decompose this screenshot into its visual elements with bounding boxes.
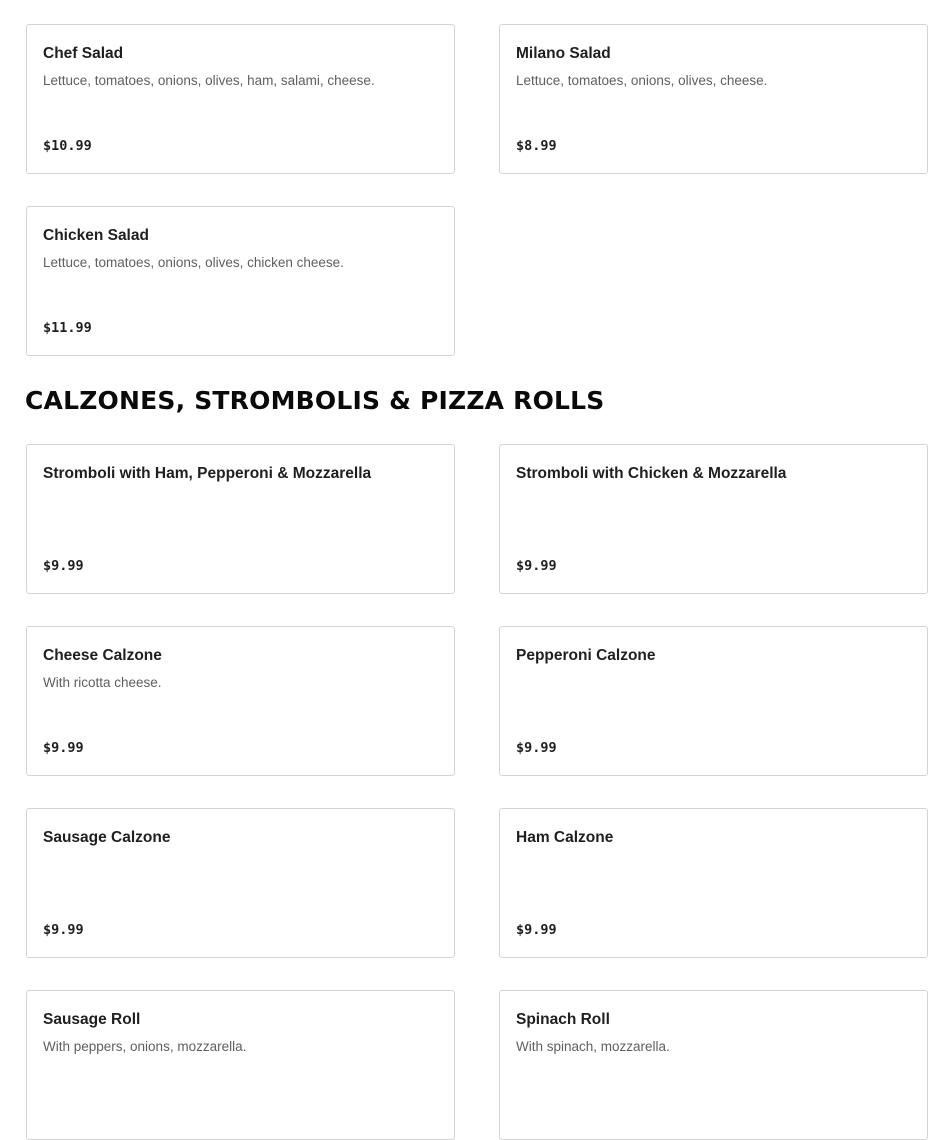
menu-item-card[interactable] bbox=[26, 990, 455, 1140]
menu-item-name: Ham Calzone bbox=[516, 829, 614, 846]
menu-item-card[interactable] bbox=[26, 24, 455, 174]
menu-item-price: $10.99 bbox=[43, 138, 92, 154]
menu-item-name: Sausage Roll bbox=[43, 1011, 141, 1028]
menu-item-name: Sausage Calzone bbox=[43, 829, 171, 846]
menu-item-card[interactable] bbox=[26, 808, 455, 958]
menu-item-price: $9.99 bbox=[43, 740, 84, 756]
menu-item-card[interactable] bbox=[499, 24, 928, 174]
menu-item-description: With spinach, mozzarella. bbox=[516, 1039, 670, 1054]
salads-menu-grid bbox=[26, 24, 928, 356]
menu-item-name: Milano Salad bbox=[516, 45, 611, 62]
section-title-calzones: CALZONES, STROMBOLIS & PIZZA ROLLS bbox=[25, 386, 605, 415]
calzones-menu-grid bbox=[26, 444, 928, 1140]
menu-item-name: Stromboli with Ham, Pepperoni & Mozzarella bbox=[43, 465, 372, 482]
menu-item-price: $9.99 bbox=[43, 558, 84, 574]
menu-item-price: $9.99 bbox=[516, 922, 557, 938]
menu-item-card[interactable] bbox=[26, 626, 455, 776]
menu-item-name: Cheese Calzone bbox=[43, 647, 162, 664]
menu-item-price: $8.99 bbox=[516, 138, 557, 154]
menu-item-name: Chicken Salad bbox=[43, 227, 149, 244]
menu-item-card[interactable] bbox=[499, 626, 928, 776]
menu-item-card[interactable] bbox=[26, 206, 455, 356]
menu-item-price: $9.99 bbox=[516, 558, 557, 574]
menu-item-price: $11.99 bbox=[43, 320, 92, 336]
menu-item-price: $9.99 bbox=[516, 740, 557, 756]
menu-item-description: With peppers, onions, mozzarella. bbox=[43, 1039, 247, 1054]
menu-item-description: Lettuce, tomatoes, onions, olives, chicken cheese. bbox=[43, 255, 344, 270]
menu-item-card[interactable] bbox=[499, 808, 928, 958]
menu-item-description: Lettuce, tomatoes, onions, olives, cheese. bbox=[516, 73, 768, 88]
menu-item-name: Spinach Roll bbox=[516, 1011, 610, 1028]
menu-item-card[interactable] bbox=[499, 444, 928, 594]
menu-item-card[interactable] bbox=[499, 990, 928, 1140]
menu-item-description: Lettuce, tomatoes, onions, olives, ham, salami, cheese. bbox=[43, 73, 375, 88]
menu-item-name: Pepperoni Calzone bbox=[516, 647, 656, 664]
menu-item-price: $9.99 bbox=[43, 922, 84, 938]
menu-item-description: With ricotta cheese. bbox=[43, 675, 162, 690]
menu-item-card[interactable] bbox=[26, 444, 455, 594]
menu-item-name: Stromboli with Chicken & Mozzarella bbox=[516, 465, 787, 482]
menu-item-name: Chef Salad bbox=[43, 45, 124, 62]
